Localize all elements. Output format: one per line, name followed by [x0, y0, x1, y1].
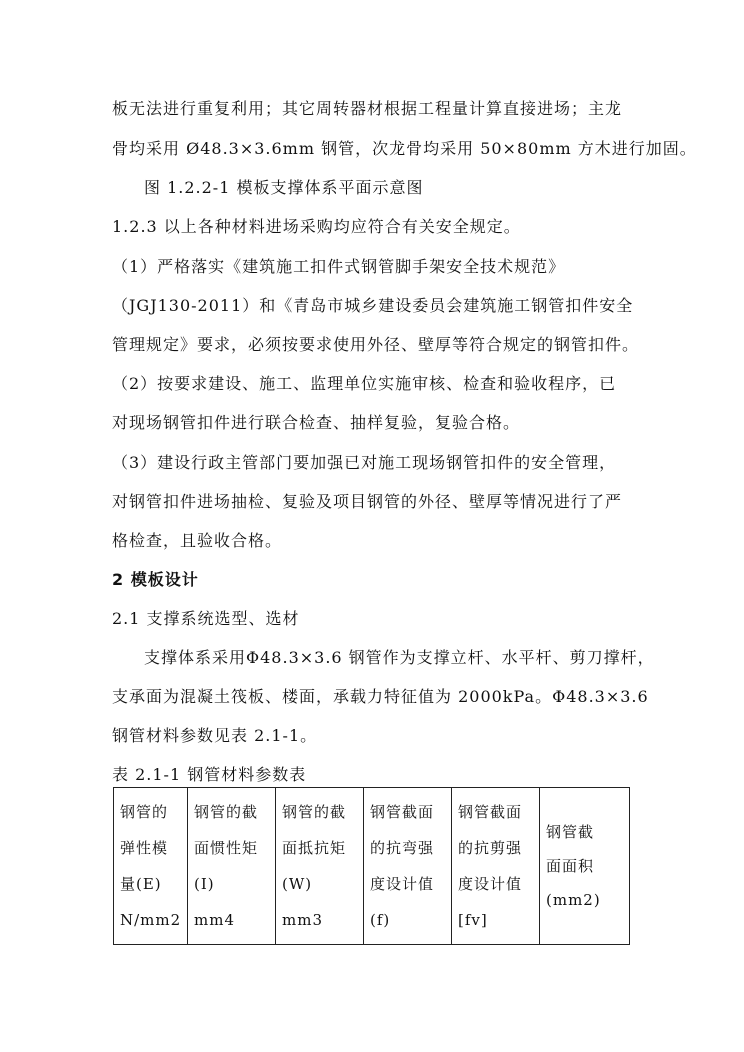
steel-pipe-parameter-table: [113, 787, 630, 945]
item-1-line: 管理规定》要求，必须按要求使用外径、壁厚等符合规定的钢管扣件。: [112, 335, 640, 354]
item-2-line: （2）按要求建设、施工、监理单位实施审核、检查和验收程序，已: [112, 374, 617, 393]
figure-caption: 图 1.2.2-1 模板支撑体系平面示意图: [144, 178, 424, 197]
table-cell: 钢管截面 的抗弯强 度设计值 (f): [364, 788, 452, 945]
body-line: 支承面为混凝土筏板、楼面，承载力特征值为 2000kPa。Φ48.3×3.6: [112, 687, 649, 706]
section-heading-2: 2 模板设计: [112, 570, 199, 589]
body-line: 支撑体系采用Φ48.3×3.6 钢管作为支撑立杆、水平杆、剪刀撑杆，: [144, 648, 655, 667]
section-1-2-3: 1.2.3 以上各种材料进场采购均应符合有关安全规定。: [112, 217, 521, 236]
section-heading-2-1: 2.1 支撑系统选型、选材: [112, 609, 300, 628]
table-cell: 钢管截 面面积 (mm2): [540, 788, 630, 945]
item-3-line: （3）建设行政主管部门要加强已对施工现场钢管扣件的安全管理，: [112, 453, 617, 472]
body-line: 钢管材料参数见表 2.1-1。: [112, 726, 318, 745]
table-cell: 钢管的截 面抵抗矩 (W) mm3: [276, 788, 364, 945]
table-cell: 钢管截面 的抗剪强 度设计值 [fv]: [452, 788, 540, 945]
table-row: [114, 788, 630, 945]
item-3-line: 对钢管扣件进场抽检、复验及项目钢管的外径、壁厚等情况进行了严: [112, 492, 623, 511]
item-1-line: （JGJ130-2011）和《青岛市城乡建设委员会建筑施工钢管扣件安全: [112, 296, 634, 315]
paragraph-line: 板无法进行重复利用；其它周转器材根据工程量计算直接进场；主龙: [112, 99, 623, 118]
table-caption: 表 2.1-1 钢管材料参数表: [112, 765, 307, 784]
table-cell: 钢管的 弹性模 量(E) N/mm2: [114, 788, 188, 945]
item-2-line: 对现场钢管扣件进行联合检查、抽样复验，复验合格。: [112, 413, 521, 432]
item-3-line: 格检查，且验收合格。: [112, 531, 283, 550]
item-1-line: （1）严格落实《建筑施工扣件式钢管脚手架安全技术规范》: [112, 257, 566, 276]
table-cell: 钢管的截 面惯性矩 (I) mm4: [188, 788, 276, 945]
paragraph-line: 骨均采用 Ø48.3×3.6mm 钢管，次龙骨均采用 50×80mm 方木进行加固。: [112, 139, 697, 158]
